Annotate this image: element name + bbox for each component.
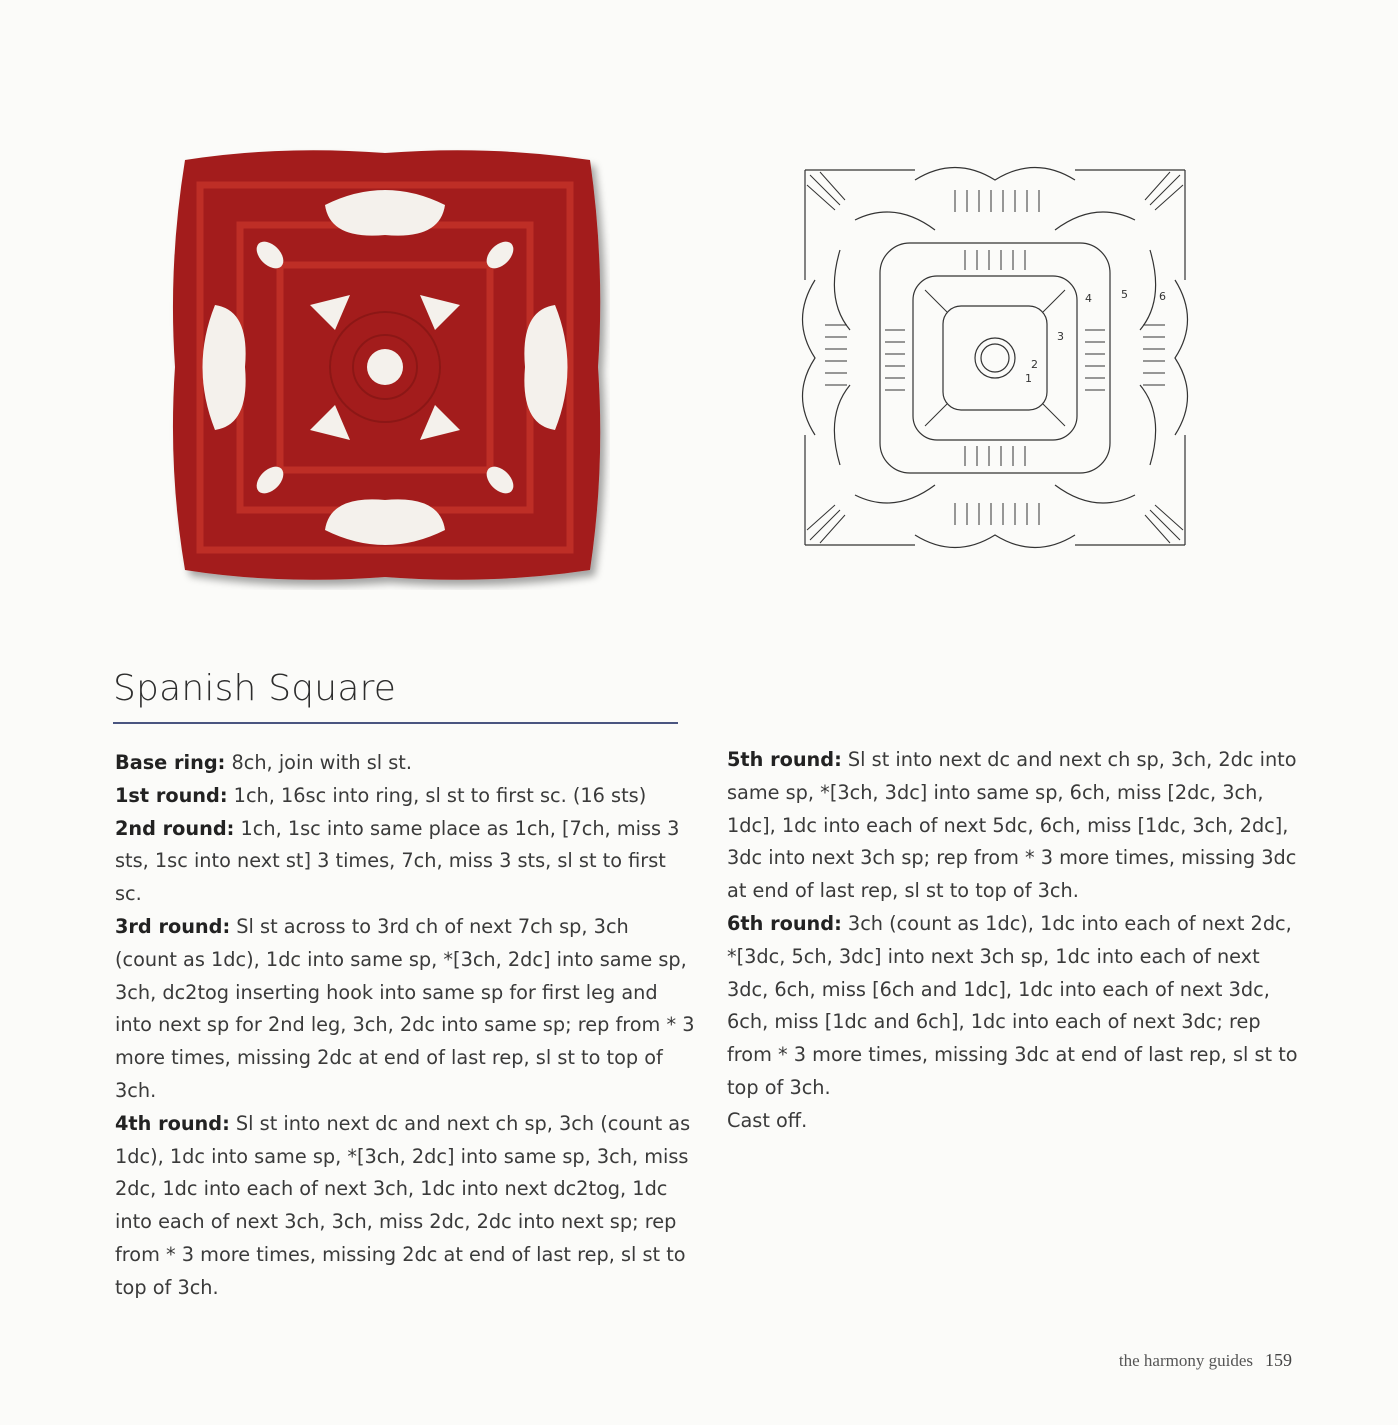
page-footer	[1119, 1350, 1292, 1371]
round-base-ring: Base ring: 8ch, join with sl st.	[115, 751, 412, 774]
round-1: 1st round: 1ch, 16sc into ring, sl st to first sc. (16 sts)	[115, 783, 647, 807]
pattern-title: Spanish Square	[113, 668, 397, 709]
cast-off: Cast off.	[727, 1108, 808, 1132]
crochet-chart-diagram	[795, 160, 1195, 555]
round-3: 3rd round: Sl st across to 3rd ch of next 7ch sp, 3ch (count as 1dc), 1dc into same sp, *[3ch, 2dc] into same sp, 3ch, dc2tog inserting hook into same sp for first leg and into next sp for 2nd leg, 3ch, 2dc into same sp; rep from * 3 more times, missing 2dc at end of last rep, sl st to top of 3ch.	[115, 914, 695, 1102]
round-5: 5th round: Sl st into next dc and next ch sp, 3ch, 2dc into same sp, *[3ch, 3dc] into same sp, 6ch, miss [2dc, 3ch, 1dc], 1dc into each of next 5dc, 6ch, miss [1dc, 3ch, 2dc], 3dc into next 3ch sp; rep from * 3 more times, missing 3dc at end of last rep, sl st to top of 3ch.	[727, 748, 1297, 903]
diagram-label-6: 6	[1159, 290, 1166, 303]
round-4: 4th round: Sl st into next dc and next ch sp, 3ch (count as 1dc), 1dc into same sp, *[3ch, 2dc] into same sp, 3ch, miss 2dc, 1dc into each of next 3ch, 1dc into next dc2tog, 1dc into each of next 3ch, 3ch, miss 2dc, 2dc into next sp; rep from * 3 more times, missing 2dc at end of last rep, sl st to top of 3ch.	[115, 1111, 691, 1299]
instructions-left-column	[115, 747, 695, 1305]
page-number: 159	[1265, 1350, 1292, 1370]
instructions-right-column	[727, 744, 1307, 1138]
series-name: the harmony guides	[1118, 1351, 1253, 1370]
diagram-label-4: 4	[1085, 292, 1092, 305]
diagram-label-5: 5	[1121, 288, 1128, 301]
diagram-label-1: 1	[1025, 372, 1032, 385]
crochet-swatch-photo	[160, 145, 610, 590]
diagram-label-2: 2	[1031, 358, 1038, 371]
title-rule	[113, 722, 678, 724]
diagram-label-3: 3	[1057, 330, 1064, 343]
round-2: 2nd round: 1ch, 1sc into same place as 1ch, [7ch, miss 3 sts, 1sc into next st] 3 times, 7ch, miss 3 sts, sl st to first sc.	[115, 816, 680, 906]
round-6: 6th round: 3ch (count as 1dc), 1dc into each of next 2dc, *[3dc, 5ch, 3dc] into next 3ch sp, 1dc into each of next 3dc, 6ch, miss [6ch and 1dc], 1dc into each of next 3dc, 6ch, miss [1dc and 6ch], 1dc into each of next 3dc; rep from * 3 more times, missing 3dc at end of last rep, sl st to top of 3ch.	[727, 911, 1298, 1099]
